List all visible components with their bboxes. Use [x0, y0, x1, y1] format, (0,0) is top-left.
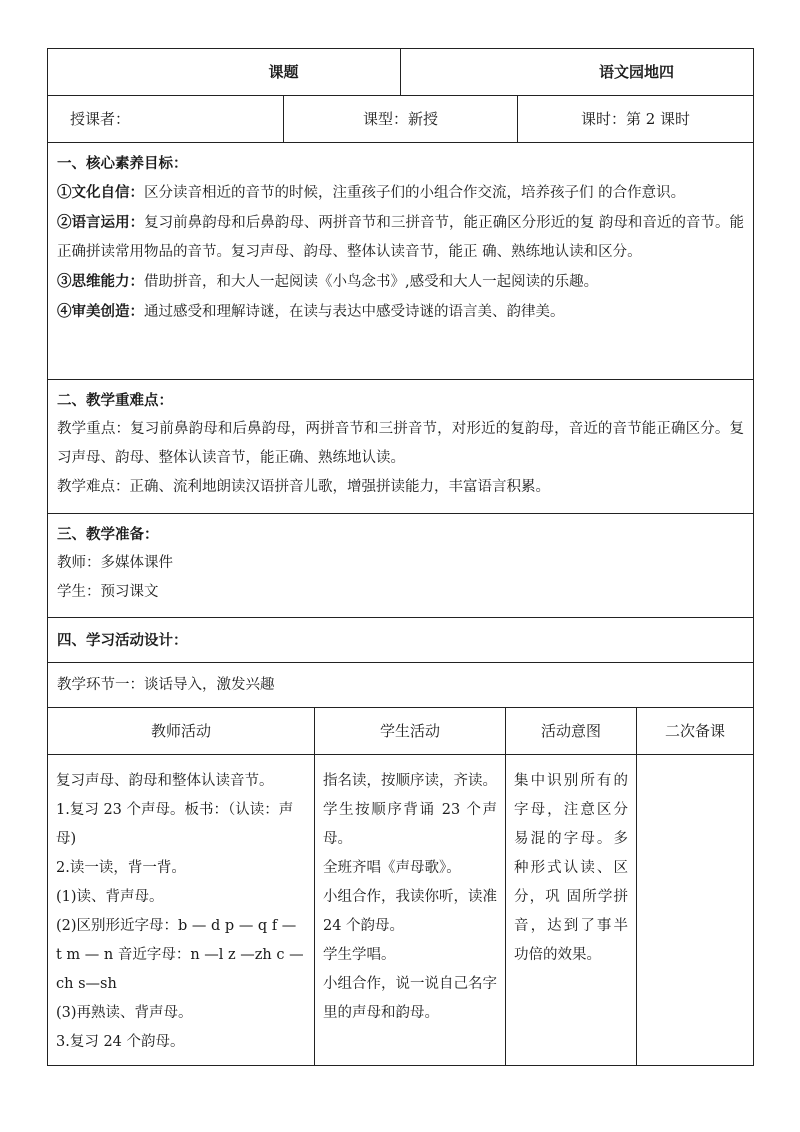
section-activity: [48, 618, 754, 663]
student-activity-cell: [315, 755, 506, 1066]
goal-text: 通过感受和理解诗谜，在读与表达中感受诗谜的语言美、韵律美。: [144, 304, 565, 320]
goal-item: [57, 297, 744, 327]
teacher-activity-line: (2)区别形近字母：b — d p — q f — t m — n 音近字母：n —l z —zh c —ch s—sh: [56, 918, 304, 992]
activity-intent-text: 集中识别所有的字母，注意区分易混的字母。多种形式认读、区分，巩 固所学拼音，达到了事半功倍的效果。: [514, 773, 628, 963]
student-activity-line: 学生按顺序背诵 23 个声母。: [323, 802, 497, 847]
goal-label: ③思维能力：: [57, 273, 144, 290]
goal-text: 复习前鼻韵母和后鼻韵母、两拼音节和三拼音节，能正确区分形近的复 韵母和音近的音节。能正确拼读常用物品的音节。复习声母、韵母、整体认读音节，能正 确、熟练地认读和区分。: [57, 215, 745, 260]
student-activity-line: 小组合作，我读你听，读准 24 个韵母。: [323, 889, 497, 934]
lesson-period-cell: 课时：第 2 课时: [518, 96, 754, 143]
goal-label: ④审美创造：: [57, 303, 144, 320]
activity-body-row: [48, 755, 754, 1066]
teaching-focus: 教学重点：复习前鼻韵母和后鼻韵母，两拼音节和三拼音节，对形近的复韵母，音近的音节能正确区分。复习声母、韵母、整体认读音节，能正确、熟练地认读。: [57, 421, 745, 466]
section-prep-row: [48, 514, 754, 618]
teacher-activity-line: (3)再熟读、背声母。: [56, 1005, 193, 1021]
course-label: 课题: [48, 49, 401, 96]
section-activity-title: 四、学习活动设计：: [57, 631, 188, 649]
goal-label: ②语言运用：: [57, 214, 145, 231]
student-activity-line: 小组合作，说一说自己名字里的声母和韵母。: [323, 976, 497, 1021]
teacher-activity-line: (1)读、背声母。: [56, 889, 164, 905]
section-prep-title: 三、教学准备：: [57, 526, 159, 543]
section-goals: [48, 143, 754, 380]
goal-text: 区分读音相近的音节的时候，注重孩子们的小组合作交流，培养孩子们 的合作意识。: [144, 185, 686, 201]
lesson-plan-document: [47, 48, 753, 1066]
section-prep: [48, 514, 754, 618]
lesson-plan-table: [47, 48, 754, 708]
student-activity-line: 指名读，按顺序读，齐读。: [323, 773, 497, 789]
col-teacher-activity: 教师活动: [48, 708, 315, 755]
student-activity-line: 全班齐唱《声母歌》。: [323, 860, 461, 876]
section-goals-row: [48, 143, 754, 380]
goal-label: ①文化自信：: [57, 184, 144, 201]
teacher-activity-line: 3.复习 24 个韵母。: [56, 1034, 185, 1050]
section-goals-title: 一、核心素养目标：: [57, 155, 188, 172]
stage-one-title: 教学环节一：谈话导入，激发兴趣: [57, 676, 275, 693]
goal-item: [57, 178, 744, 208]
meta-row: [48, 96, 754, 143]
teacher-activity-cell: [48, 755, 315, 1066]
student-activity-line: 学生学唱。: [323, 947, 396, 963]
col-student-activity: 学生活动: [315, 708, 506, 755]
activity-intent-cell: [506, 755, 637, 1066]
col-second-prep: 二次备课: [637, 708, 754, 755]
stage-one: [48, 663, 754, 708]
teaching-difficulty: 教学难点：正确、流利地朗读汉语拼音儿歌，增强拼读能力，丰富语言积累。: [57, 479, 550, 495]
prep-student: 学生：预习课文: [57, 584, 159, 600]
activity-table: [47, 707, 754, 1066]
teacher-activity-line: 复习声母、韵母和整体认读音节。: [56, 773, 274, 789]
lesson-type-cell: 课型：新授: [284, 96, 518, 143]
section-keypoints-title: 二、教学重难点：: [57, 392, 173, 409]
course-title: 语文园地四: [401, 49, 754, 96]
section-keypoints: [48, 380, 754, 514]
header-row: [48, 49, 754, 96]
second-prep-cell: [637, 755, 754, 1066]
stage-row: [48, 663, 754, 708]
col-activity-intent: 活动意图: [506, 708, 637, 755]
teacher-activity-line: 2.读一读，背一背。: [56, 860, 186, 876]
activity-header-row: [48, 708, 754, 755]
prep-teacher: 教师：多媒体课件: [57, 555, 173, 571]
goal-text: 借助拼音，和大人一起阅读《小鸟念书》,感受和大人一起阅读的乐趣。: [144, 274, 599, 290]
goal-item: [57, 267, 744, 297]
goal-item: [57, 208, 744, 267]
teacher-activity-line: 1.复习 23 个声母。板书：（认读：声母): [56, 802, 294, 847]
section-keypoints-row: [48, 380, 754, 514]
section-activity-row: [48, 618, 754, 663]
teacher-name-cell: 授课者：: [48, 96, 284, 143]
